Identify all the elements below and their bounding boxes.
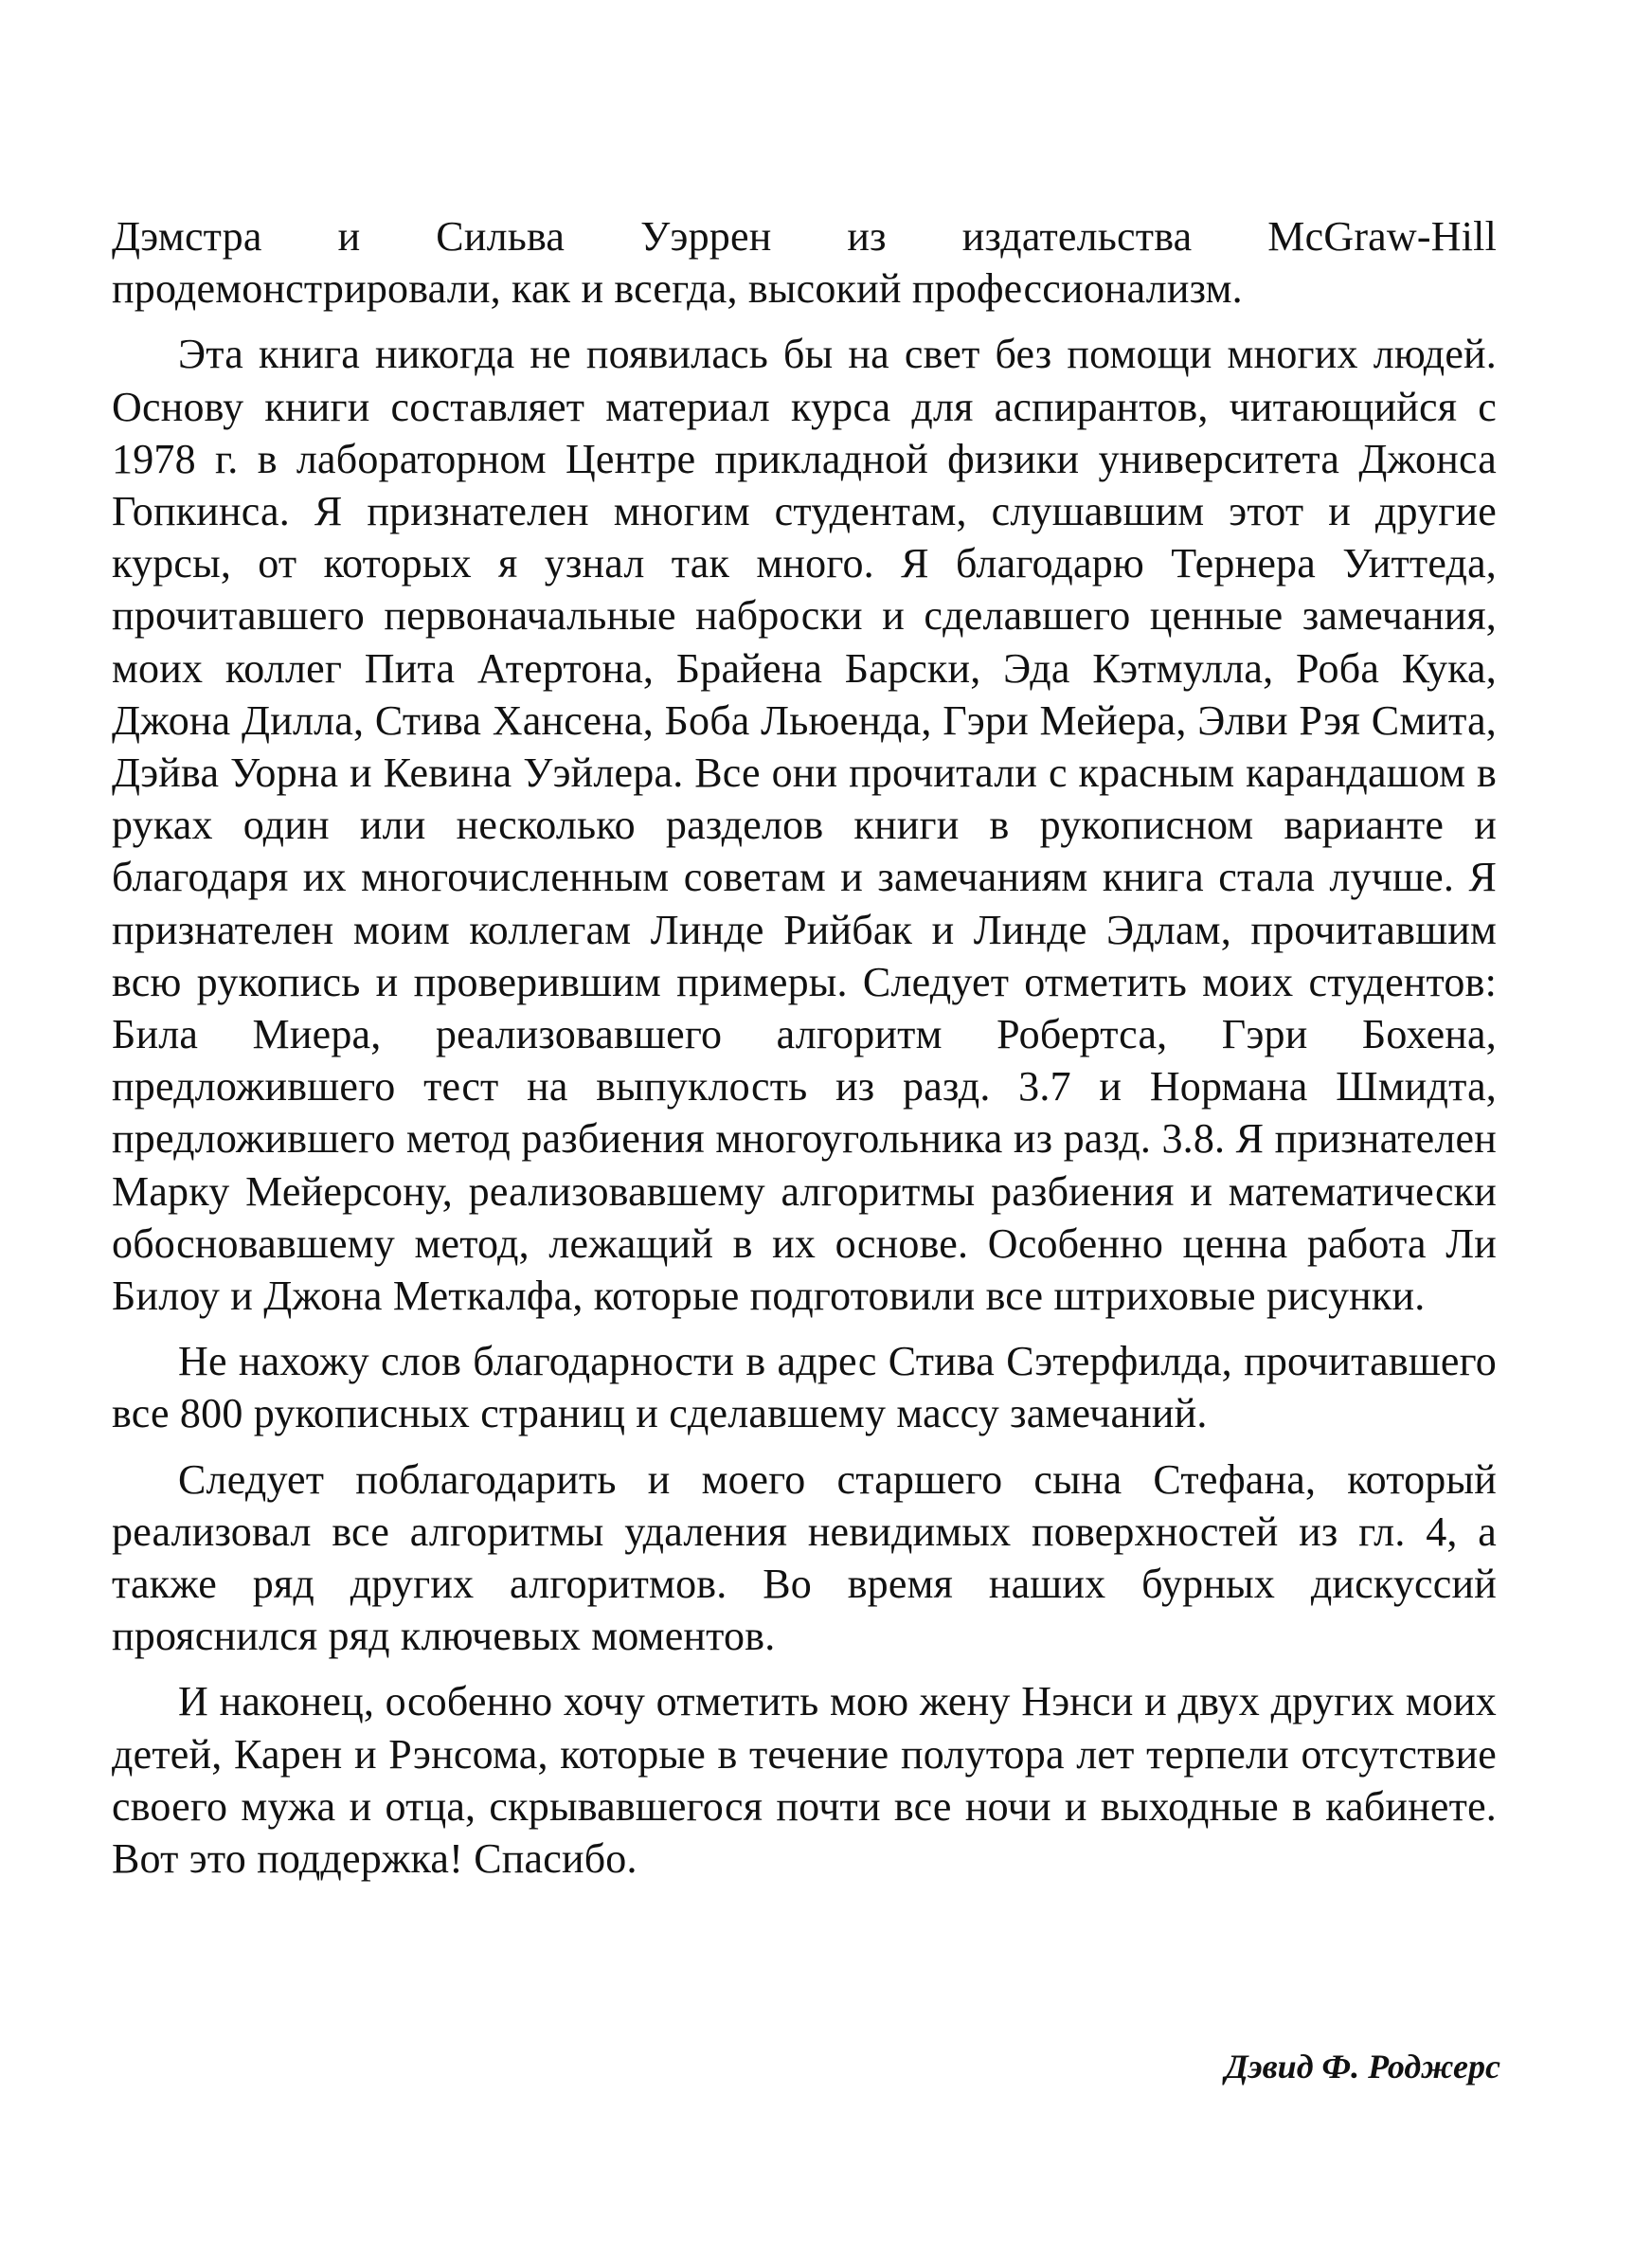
paragraph-3: Не нахожу слов благодарности в адрес Стива Сэтерфилда, прочитавшего все 800 рукописных страниц и сделавшему массу замечаний. [112, 1338, 1497, 1437]
paragraph-1: Дэмстра и Сильва Уэррен из издательства McGraw-Hill продемонстрировали, как и всегда, высокий профессионализм. [112, 213, 1497, 313]
body-text [112, 210, 1497, 1885]
paragraph-2: Эта книга никогда не появилась бы на свет без помощи многих людей. Основу книги составляет материал курса для аспирантов, читающийся с 1978 г. в лабораторном Центре прикладной физики университета Джонса Гопкинса. Я признателен многим студентам, слушавшим этот и другие курсы, от которых я узнал так много. Я благодарю Тернера Уиттеда, прочитавшего первоначальные наброски и сделавшего ценные замечания, моих коллег Пита Атертона, Брайена Барски, Эда Кэтмулла, Роба Кука, Джона Дилла, Стива Хансена, Боба Льюенда, Гэри Мейера, Элви Рэя Смита, Дэйва Уорна и Кевина Уэйлера. Все они прочитали с красным карандашом в руках один или несколько разделов книги в рукописном варианте и благодаря их многочисленным советам и замечаниям книга стала лучше. Я признателен моим коллегам Линде Рийбак и Линде Эдлам, прочитавшим всю рукопись и проверившим примеры. Следует отметить моих студентов: Била Миера, реализовавшего алгоритм Робертса, Гэри Бохена, предложившего тест на выпуклость из разд. 3.7 и Нормана Шмидта, предложившего метод разбиения многоугольника из разд. 3.8. Я признателен Марку Мейерсону, реализовавшему алгоритмы разбиения и математически обосновавшему метод, лежащий в их основе. Особенно ценна работа Ли Билоу и Джона Меткалфа, которые подготовили все штриховые рисунки. [112, 331, 1497, 1320]
author-signature: Дэвид Ф. Роджерс [1225, 2048, 1500, 2085]
paragraph-5: И наконец, особенно хочу отметить мою жену Нэнси и двух других моих детей, Карен и Рэнсома, которые в течение полутора лет терпели отсутствие своего мужа и отца, скрывавшегося почти все ночи и выходные в кабинете. Вот это поддержка! Спасибо. [112, 1678, 1497, 1883]
paragraph-4: Следует поблагодарить и моего старшего сына Стефана, который реализовал все алгоритмы удаления невидимых поверхностей из гл. 4, а также ряд других алгоритмов. Во время наших бурных дискуссий прояснился ряд ключевых моментов. [112, 1455, 1497, 1660]
